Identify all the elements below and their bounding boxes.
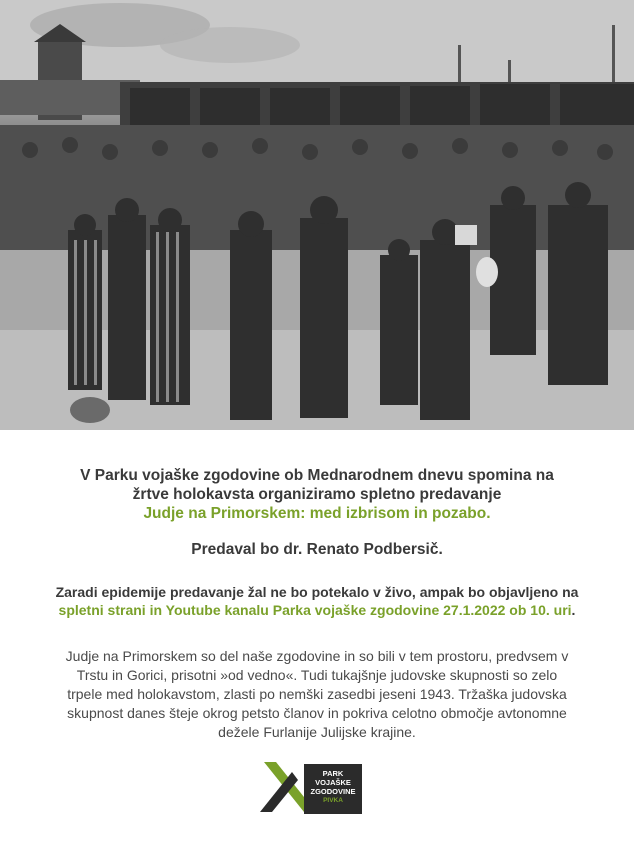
notice-text: Zaradi epidemije predavanje žal ne bo potekalo v živo, ampak bo objavljeno na (55, 584, 579, 600)
logo-text-box (304, 764, 362, 814)
event-title (40, 466, 594, 523)
title-line-1: V Parku vojaške zgodovine ob Mednarodnem dnevu spomina na (80, 467, 554, 484)
notice-end: . (571, 602, 576, 618)
park-logo (258, 760, 362, 816)
notice-link[interactable]: spletni strani in Youtube kanalu Parka vojaške zgodovine 27.1.2022 ob 10. uri (58, 602, 572, 618)
lecture-title: Judje na Primorskem: med izbrisom in pozabo. (143, 505, 491, 522)
title-line-2: žrtve holokavsta organiziramo spletno predavanje (132, 486, 502, 503)
logo-line-2: VOJAŠKE (315, 778, 351, 787)
notice (40, 583, 594, 619)
logo-line-1: PARK (322, 769, 344, 778)
logo-line-4: PIVKA (323, 797, 343, 804)
logo-line-3: ZGODOVINE (310, 787, 356, 796)
lecturer-line: Predaval bo dr. Renato Podbersič. (191, 541, 443, 558)
body-paragraph: Judje na Primorskem so del naše zgodovine in so bili v tem prostoru, predvsem v Trstu in Gorici, prisotni »od vedno«. Tudi tukajšnje judovske skupnosti so zelo trpele med holokavstom, zlasti po nemški zasedbi jeseni 1943. Tržaška judovska skupnost danes šteje okrog petsto članov in pokriva celotno območje avtonomne dežele Furlanije Julijske krajine. (65, 648, 569, 740)
